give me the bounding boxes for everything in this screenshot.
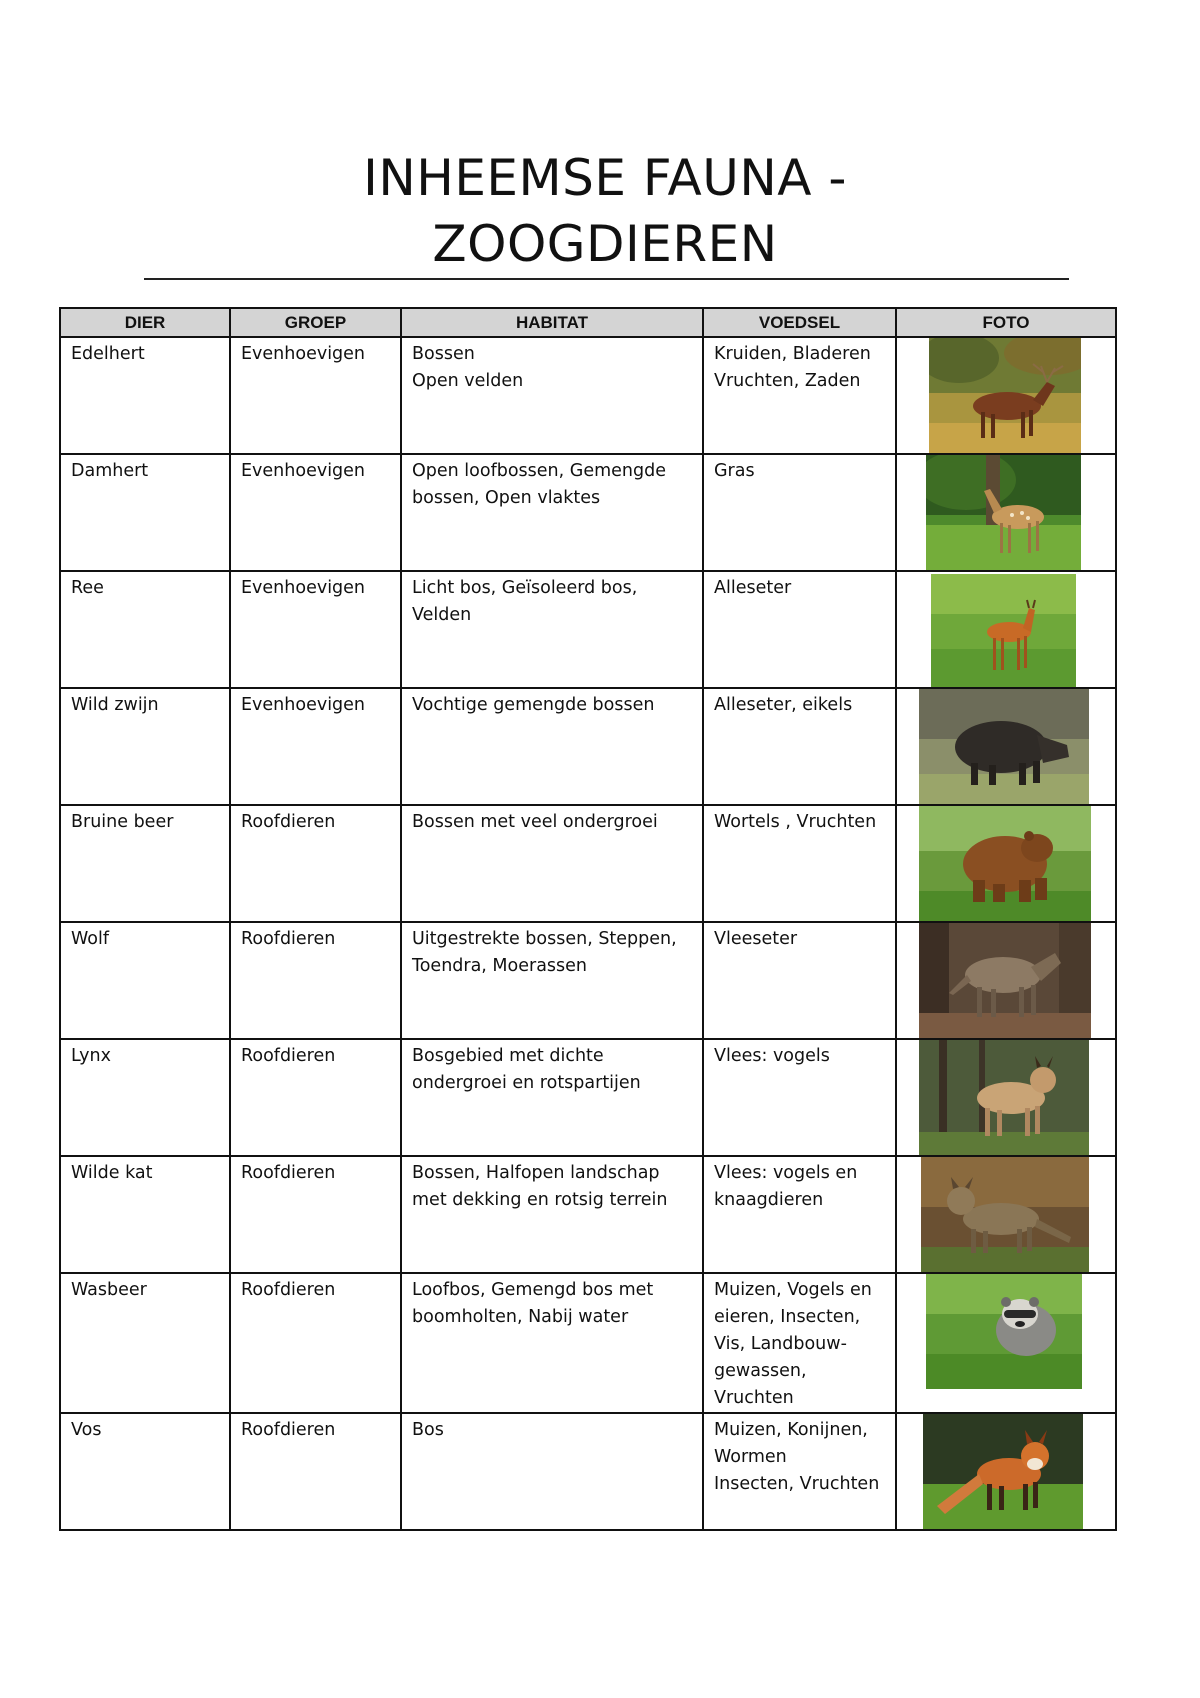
cell-foto (896, 337, 1116, 454)
roe-deer-photo (931, 574, 1076, 687)
voedsel-line: Alleseter (714, 578, 792, 598)
voedsel-line: gewassen, (714, 1361, 807, 1381)
cell-habitat (401, 1273, 703, 1413)
cell-habitat (401, 337, 703, 454)
page-title (0, 145, 1200, 277)
habitat-line: Bossen (412, 344, 475, 364)
cell-foto (896, 688, 1116, 805)
cell-habitat (401, 922, 703, 1039)
habitat-line: Open velden (412, 371, 524, 391)
cell-habitat (401, 1156, 703, 1273)
voedsel-line: Wormen (714, 1447, 787, 1467)
cell-habitat (401, 688, 703, 805)
cell-dier: Ree (60, 571, 230, 688)
cell-habitat (401, 805, 703, 922)
cell-habitat (401, 571, 703, 688)
page-title-line-1: INHEEMSE FAUNA - (363, 149, 847, 207)
voedsel-line: Insecten, Vruchten (714, 1474, 880, 1494)
cell-dier: Wild zwijn (60, 688, 230, 805)
fallow-deer-photo (926, 455, 1081, 570)
brown-bear-photo (919, 806, 1091, 921)
cell-voedsel (703, 1413, 896, 1530)
cell-groep: Evenhoevigen (230, 337, 401, 454)
habitat-line: Licht bos, Geïsoleerd bos, (412, 578, 638, 598)
habitat-line: bossen, Open vlaktes (412, 488, 601, 508)
voedsel-line: Gras (714, 461, 755, 481)
voedsel-line: Vruchten, Zaden (714, 371, 861, 391)
habitat-line: Toendra, Moerassen (412, 956, 588, 976)
cell-dier: Damhert (60, 454, 230, 571)
cell-groep: Roofdieren (230, 1156, 401, 1273)
title-underline (144, 278, 1069, 280)
header-dier: DIER (60, 308, 230, 337)
cell-voedsel (703, 688, 896, 805)
voedsel-line: knaagdieren (714, 1190, 824, 1210)
cell-groep: Evenhoevigen (230, 688, 401, 805)
table-row (60, 1156, 1116, 1273)
table-row (60, 922, 1116, 1039)
cell-groep: Evenhoevigen (230, 571, 401, 688)
cell-voedsel (703, 1156, 896, 1273)
cell-voedsel (703, 337, 896, 454)
header-habitat: HABITAT (401, 308, 703, 337)
habitat-line: Bossen met veel ondergroei (412, 812, 658, 832)
habitat-line: Bosgebied met dichte (412, 1046, 604, 1066)
wild-boar-photo (919, 689, 1089, 804)
fox-photo (923, 1414, 1083, 1529)
cell-groep: Roofdieren (230, 922, 401, 1039)
cell-foto (896, 1413, 1116, 1530)
cell-dier: Lynx (60, 1039, 230, 1156)
header-foto: FOTO (896, 308, 1116, 337)
cell-groep: Roofdieren (230, 1273, 401, 1413)
table-row (60, 337, 1116, 454)
cell-habitat (401, 454, 703, 571)
cell-groep: Evenhoevigen (230, 454, 401, 571)
voedsel-line: Vis, Landbouw- (714, 1334, 847, 1354)
cell-foto (896, 922, 1116, 1039)
cell-groep: Roofdieren (230, 805, 401, 922)
cell-foto (896, 571, 1116, 688)
voedsel-line: Vlees: vogels en (714, 1163, 858, 1183)
voedsel-line: eieren, Insecten, (714, 1307, 861, 1327)
cell-foto (896, 805, 1116, 922)
cell-groep: Roofdieren (230, 1039, 401, 1156)
table-header-row (60, 308, 1116, 337)
voedsel-line: Vlees: vogels (714, 1046, 830, 1066)
habitat-line: Uitgestrekte bossen, Steppen, (412, 929, 677, 949)
voedsel-line: Vruchten (714, 1388, 794, 1408)
header-voedsel: VOEDSEL (703, 308, 896, 337)
cell-voedsel (703, 805, 896, 922)
habitat-line: ondergroei en rotspartijen (412, 1073, 641, 1093)
table-row (60, 1273, 1116, 1413)
red-deer-photo (929, 338, 1081, 453)
cell-dier: Wolf (60, 922, 230, 1039)
cell-habitat (401, 1413, 703, 1530)
habitat-line: Loofbos, Gemengd bos met (412, 1280, 654, 1300)
wildcat-photo (921, 1157, 1089, 1272)
cell-dier: Wilde kat (60, 1156, 230, 1273)
voedsel-line: Alleseter, eikels (714, 695, 853, 715)
table-row (60, 571, 1116, 688)
voedsel-line: Muizen, Konijnen, (714, 1420, 868, 1440)
voedsel-line: Vleeseter (714, 929, 798, 949)
cell-dier: Bruine beer (60, 805, 230, 922)
habitat-line: Vochtige gemengde bossen (412, 695, 655, 715)
habitat-line: boomholten, Nabij water (412, 1307, 629, 1327)
voedsel-line: Kruiden, Bladeren (714, 344, 871, 364)
cell-voedsel (703, 1273, 896, 1413)
cell-dier: Edelhert (60, 337, 230, 454)
wolf-photo (919, 923, 1091, 1038)
habitat-line: Open loofbossen, Gemengde (412, 461, 666, 481)
cell-foto (896, 1039, 1116, 1156)
habitat-line: met dekking en rotsig terrein (412, 1190, 668, 1210)
fauna-table (59, 307, 1117, 1531)
raccoon-photo (926, 1274, 1082, 1389)
lynx-photo (919, 1040, 1089, 1155)
table-row (60, 454, 1116, 571)
cell-voedsel (703, 454, 896, 571)
cell-voedsel (703, 922, 896, 1039)
page-title-line-2: ZOOGDIEREN (432, 215, 778, 273)
cell-voedsel (703, 571, 896, 688)
cell-foto (896, 454, 1116, 571)
cell-foto (896, 1273, 1116, 1413)
habitat-line: Bossen, Halfopen landschap (412, 1163, 660, 1183)
cell-groep: Roofdieren (230, 1413, 401, 1530)
cell-voedsel (703, 1039, 896, 1156)
table-row (60, 688, 1116, 805)
cell-foto (896, 1156, 1116, 1273)
habitat-line: Velden (412, 605, 472, 625)
habitat-line: Bos (412, 1420, 444, 1440)
voedsel-line: Wortels , Vruchten (714, 812, 877, 832)
table-row (60, 805, 1116, 922)
cell-habitat (401, 1039, 703, 1156)
table-row (60, 1413, 1116, 1530)
table-row (60, 1039, 1116, 1156)
cell-dier: Wasbeer (60, 1273, 230, 1413)
header-groep: GROEP (230, 308, 401, 337)
cell-dier: Vos (60, 1413, 230, 1530)
voedsel-line: Muizen, Vogels en (714, 1280, 872, 1300)
